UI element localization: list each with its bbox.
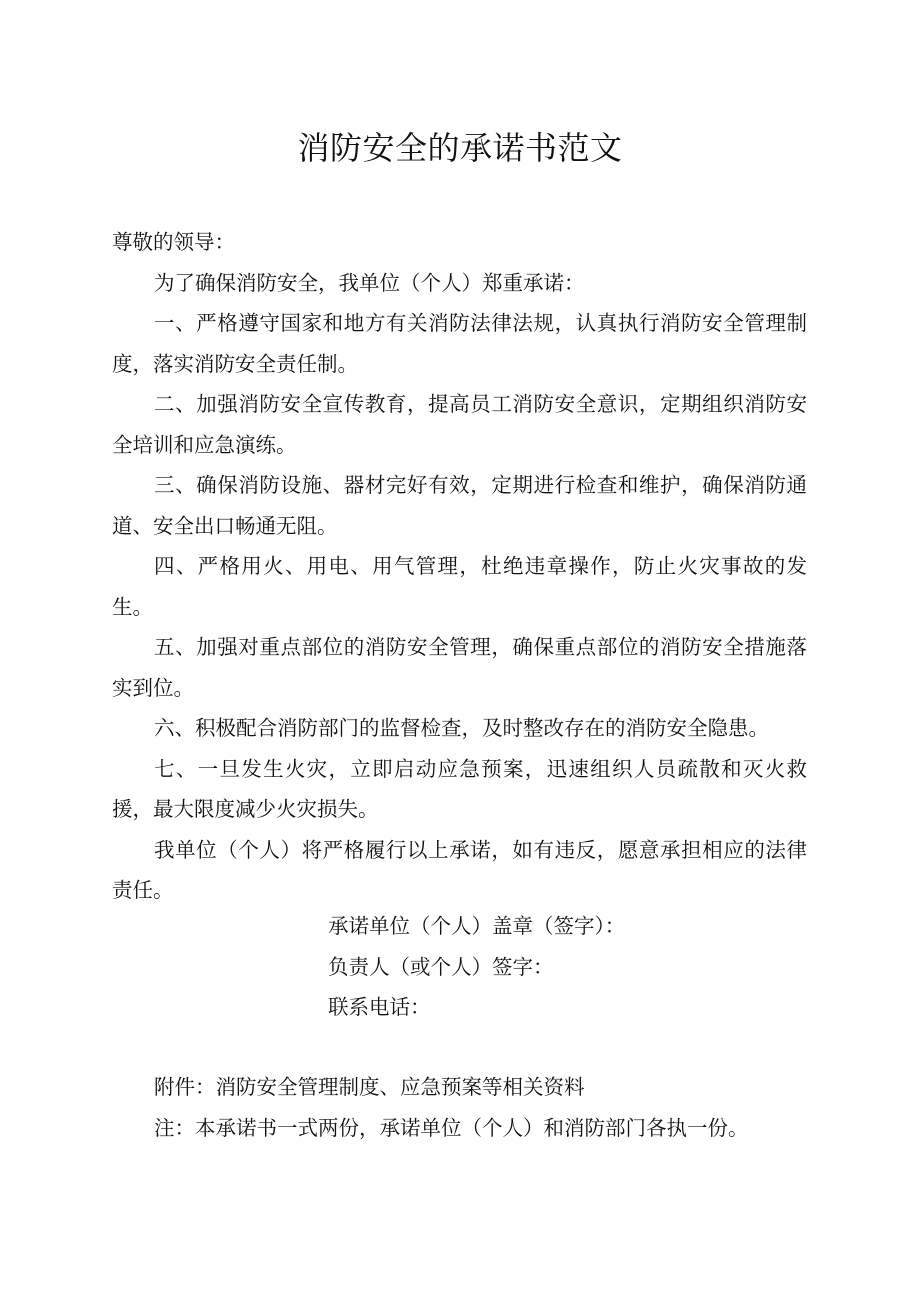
document-body — [112, 222, 807, 911]
commitment-item-5: 五、加强对重点部位的消防安全管理，确保重点部位的消防安全措施落实到位。 — [112, 635, 807, 700]
signature-block — [328, 906, 808, 1028]
commitment-item-7: 七、一旦发生火灾，立即启动应急预案，迅速组织人员疏散和灭火救援，最大限度减少火灾损失。 — [112, 756, 807, 821]
commitment-item-1: 一、严格遵守国家和地方有关消防法律法规，认真执行消防安全管理制度，落实消防安全责任制。 — [112, 311, 807, 376]
document-title: 消防安全的承诺书范文 — [297, 129, 623, 167]
commitment-item-6: 六、积极配合消防部门的监督检查，及时整改存在的消防安全隐患。 — [154, 716, 770, 740]
closing-paragraph: 我单位（个人）将严格履行以上承诺，如有违反，愿意承担相应的法律责任。 — [112, 837, 807, 902]
responsible-signature-line: 负责人（或个人）签字： — [328, 954, 554, 979]
contact-phone-line: 联系电话： — [328, 995, 431, 1019]
commitment-item-4: 四、严格用火、用电、用气管理，杜绝违章操作，防止火灾事故的发生。 — [112, 554, 807, 619]
commitment-item-3: 三、确保消防设施、器材完好有效，定期进行检查和维护，确保消防通道、安全出口畅通无阻。 — [112, 473, 807, 538]
notes-block — [154, 1067, 834, 1148]
attachment-line: 附件：消防安全管理制度、应急预案等相关资料 — [154, 1075, 585, 1099]
intro-paragraph: 为了确保消防安全，我单位（个人）郑重承诺： — [154, 270, 585, 295]
unit-seal-line: 承诺单位（个人）盖章（签字）： — [328, 914, 626, 938]
commitment-item-2: 二、加强消防安全宣传教育，提高员工消防安全意识，定期组织消防安全培训和应急演练。 — [112, 392, 807, 457]
salutation: 尊敬的领导： — [112, 230, 235, 254]
note-line: 注：本承诺书一式两份，承诺单位（个人）和消防部门各执一份。 — [154, 1115, 749, 1140]
